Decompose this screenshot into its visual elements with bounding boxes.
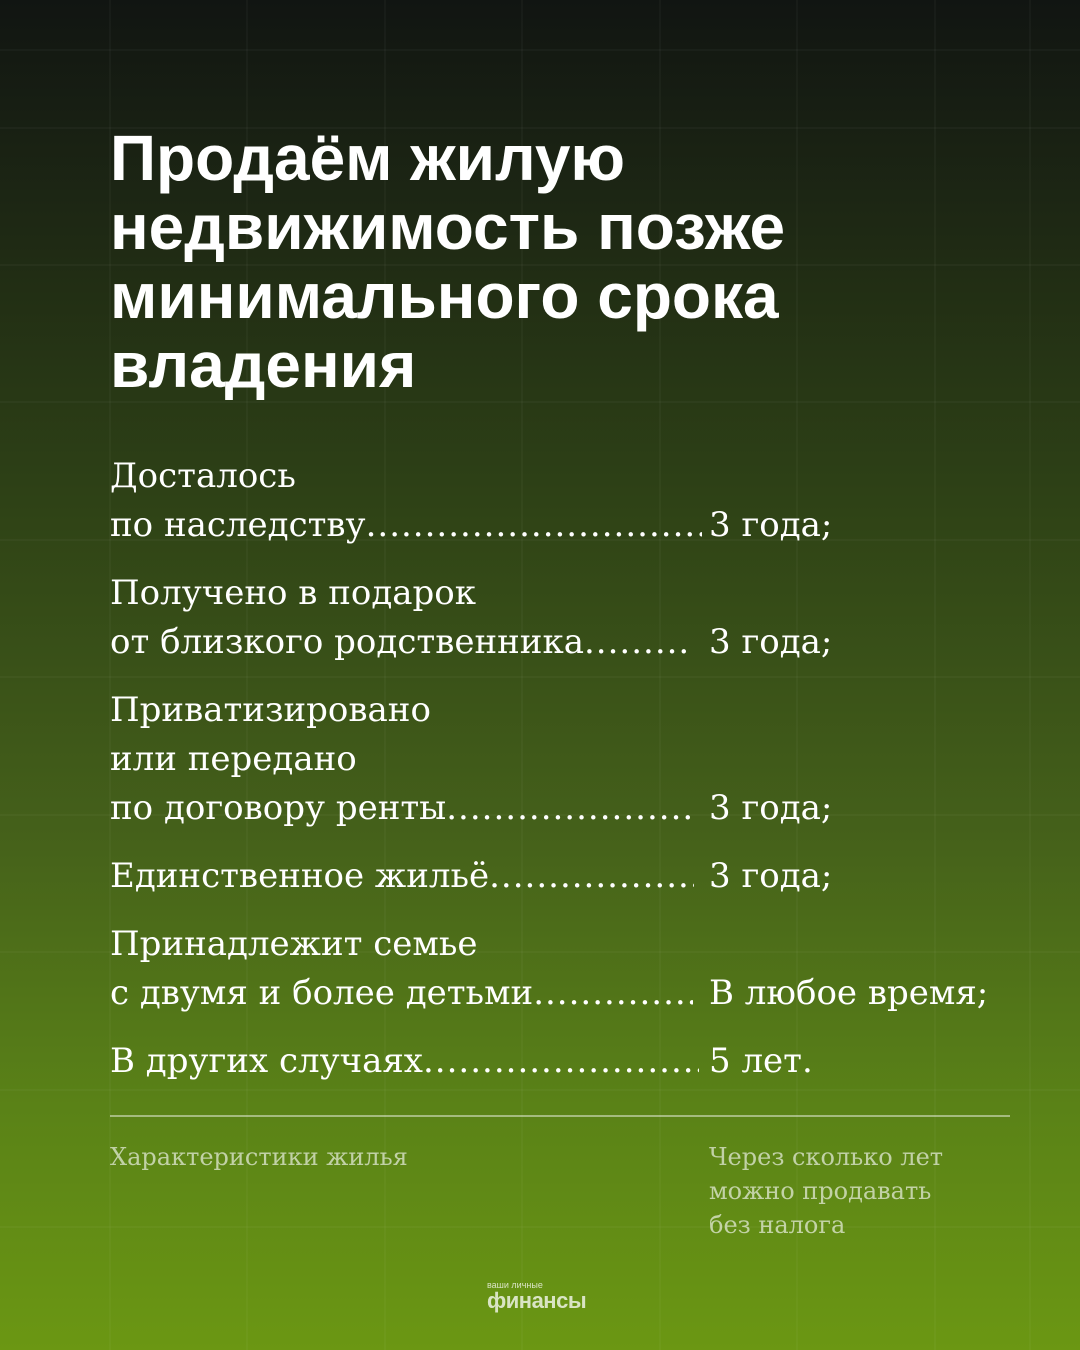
- caption-line: без налога: [709, 1211, 846, 1239]
- item-label-line: по договору ренты: [110, 788, 447, 828]
- item-value: 3 года;: [709, 622, 833, 662]
- list-item: [110, 920, 1010, 1018]
- caption-line: можно продавать: [709, 1177, 932, 1205]
- leader-dots: [533, 969, 693, 1018]
- item-label-line: Принадлежит семье: [110, 924, 478, 964]
- title-line: недвижимость позже: [110, 191, 786, 263]
- leader-dots: [366, 501, 702, 550]
- item-label-line: от близкого родственника: [110, 622, 584, 662]
- property-list: [110, 452, 1010, 1105]
- item-label-line: В других случаях: [110, 1041, 423, 1081]
- title-line: владения: [110, 329, 417, 401]
- list-item: [110, 852, 1010, 901]
- item-label-line: Единственное жильё: [110, 856, 490, 896]
- item-value: 3 года;: [709, 788, 833, 828]
- logo-big-text: финансы: [487, 1288, 587, 1313]
- list-item: [110, 1037, 1010, 1086]
- page-title: [110, 124, 1010, 400]
- column-caption-left: Характеристики жилья: [110, 1143, 408, 1171]
- title-line: минимального срока: [110, 260, 779, 332]
- title-line: Продаём жилую: [110, 122, 626, 194]
- item-label-line: или передано: [110, 739, 357, 779]
- item-label-line: Получено в подарок: [110, 573, 477, 613]
- list-item: [110, 452, 1010, 550]
- column-caption-right: [709, 1140, 1009, 1242]
- item-value: 3 года;: [709, 505, 833, 545]
- item-value: В любое время;: [709, 973, 989, 1013]
- leader-dots: [423, 1037, 699, 1086]
- item-label-line: с двумя и более детьми: [110, 973, 534, 1013]
- item-value: 5 лет.: [709, 1041, 813, 1081]
- leader-dots: [584, 618, 692, 667]
- item-label-line: Досталось: [110, 456, 296, 496]
- list-item: [110, 569, 1010, 667]
- list-item: [110, 686, 1010, 833]
- logo-small-text: ваши личные: [487, 1280, 543, 1290]
- leader-dots: [446, 784, 690, 833]
- item-value: 3 года;: [709, 856, 833, 896]
- item-label-line: Приватизировано: [110, 690, 431, 730]
- brand-logo: [487, 1280, 586, 1312]
- item-label-line: по наследству: [110, 505, 366, 545]
- leader-dots: [489, 852, 694, 901]
- divider: [110, 1115, 1010, 1117]
- caption-line: Через сколько лет: [709, 1143, 944, 1171]
